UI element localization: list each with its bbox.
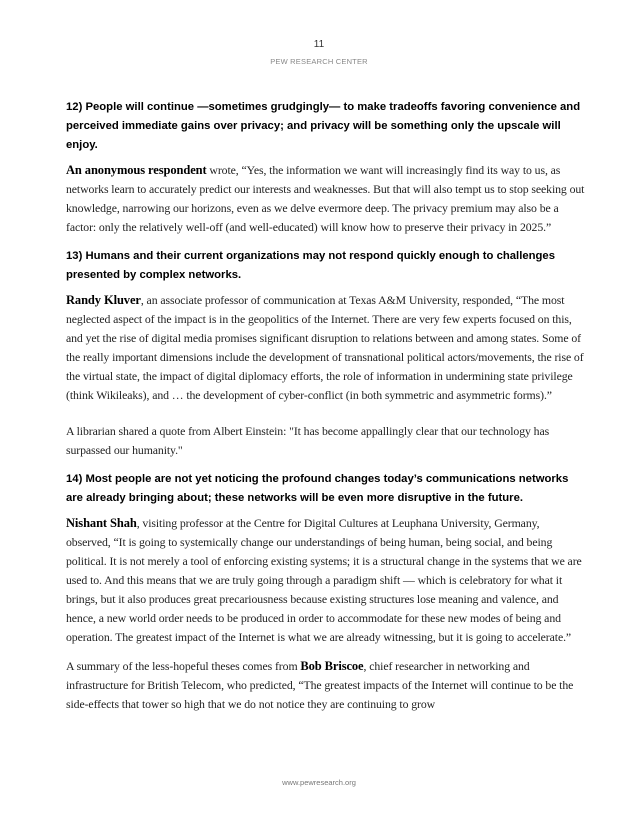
page-number: 11 bbox=[313, 39, 325, 50]
respondent-name: Nishant Shah bbox=[66, 516, 137, 530]
quote-paragraph bbox=[66, 657, 586, 714]
quote-paragraph bbox=[66, 291, 586, 405]
quote-paragraph bbox=[66, 514, 586, 647]
respondent-name: An anonymous respondent bbox=[66, 163, 207, 177]
respondent-name: Randy Kluver bbox=[66, 293, 141, 307]
quote-text: , chief researcher in networking and infrastructure for British Telecom, who predicted, “The greatest impacts of the Internet will continue to be the side-effects that tower so high that we do not notice they are continuing to grow bbox=[66, 659, 574, 711]
footer-url: www.pewresearch.org bbox=[282, 778, 356, 787]
section-14 bbox=[66, 470, 586, 714]
section-heading: 14) Most people are not yet noticing the profound changes today’s communications networks are already bringing about; these networks will be even more disruptive in the future. bbox=[66, 473, 569, 504]
main-content bbox=[66, 98, 586, 724]
quote-text: A librarian shared a quote from Albert Einstein: "It has become appallingly clear that our technology has surpassed our humanity." bbox=[66, 424, 550, 457]
section-12 bbox=[66, 98, 586, 237]
quote-text: , visiting professor at the Centre for Digital Cultures at Leuphana University, Germany, observed, “It is going to systemically change our understandings of being human, being social, and being political. It is not merely a tool of enforcing existing systems; it is a structural change in the systems that we are used to. And this means that we are truly going through a paradigm shift — which is celebratory for what it brings, but it also produces great precariousness because existing structures lose meaning and valence, and hence, a new world order needs to be produced in order to accommodate for these new modes of being and operation. The greatest impact of the Internet is what we are already witnessing, but it is going to accelerate.” bbox=[66, 516, 582, 644]
quote-paragraph bbox=[66, 161, 586, 237]
quote-text-lead: A summary of the less-hopeful theses comes from bbox=[66, 659, 301, 673]
section-heading: 13) Humans and their current organizations may not respond quickly enough to challenges presented by complex networks. bbox=[66, 250, 555, 281]
quote-text: wrote, “Yes, the information we want will increasingly find its way to us, as networks learn to accurately predict our interests and weaknesses. But that will also tempt us to stop seeking out knowledge, narrowing our horizons, even as we delve evermore deep. The privacy premium may also be a factor: only the relatively well-off (and well-educated) will know how to preserve their privacy in 2025.” bbox=[66, 163, 585, 234]
section-13 bbox=[66, 247, 586, 460]
respondent-name: Bob Briscoe bbox=[300, 659, 364, 673]
section-heading: 12) People will continue —sometimes grudgingly— to make tradeoffs favoring convenience and perceived immediate gains over privacy; and privacy will be something only the upscale will enjoy. bbox=[66, 101, 581, 151]
quote-paragraph bbox=[66, 422, 586, 460]
org-header: PEW RESEARCH CENTER bbox=[270, 57, 368, 66]
quote-text: , an associate professor of communication at Texas A&M University, responded, “The most neglected aspect of the impact is in the geopolitics of the Internet. There are very few experts focused on this, and yet the rise of digital media promises significant disruption to relations between and among states. Some of the really important dimensions include the development of transnational political actors/movements, the rise of the virtual state, the impact of digital diplomacy efforts, the role of information in undermining state privilege (think Wikileaks), and … the development of cyber-conflict (in both symmetric and asymmetric forms).” bbox=[66, 293, 584, 402]
